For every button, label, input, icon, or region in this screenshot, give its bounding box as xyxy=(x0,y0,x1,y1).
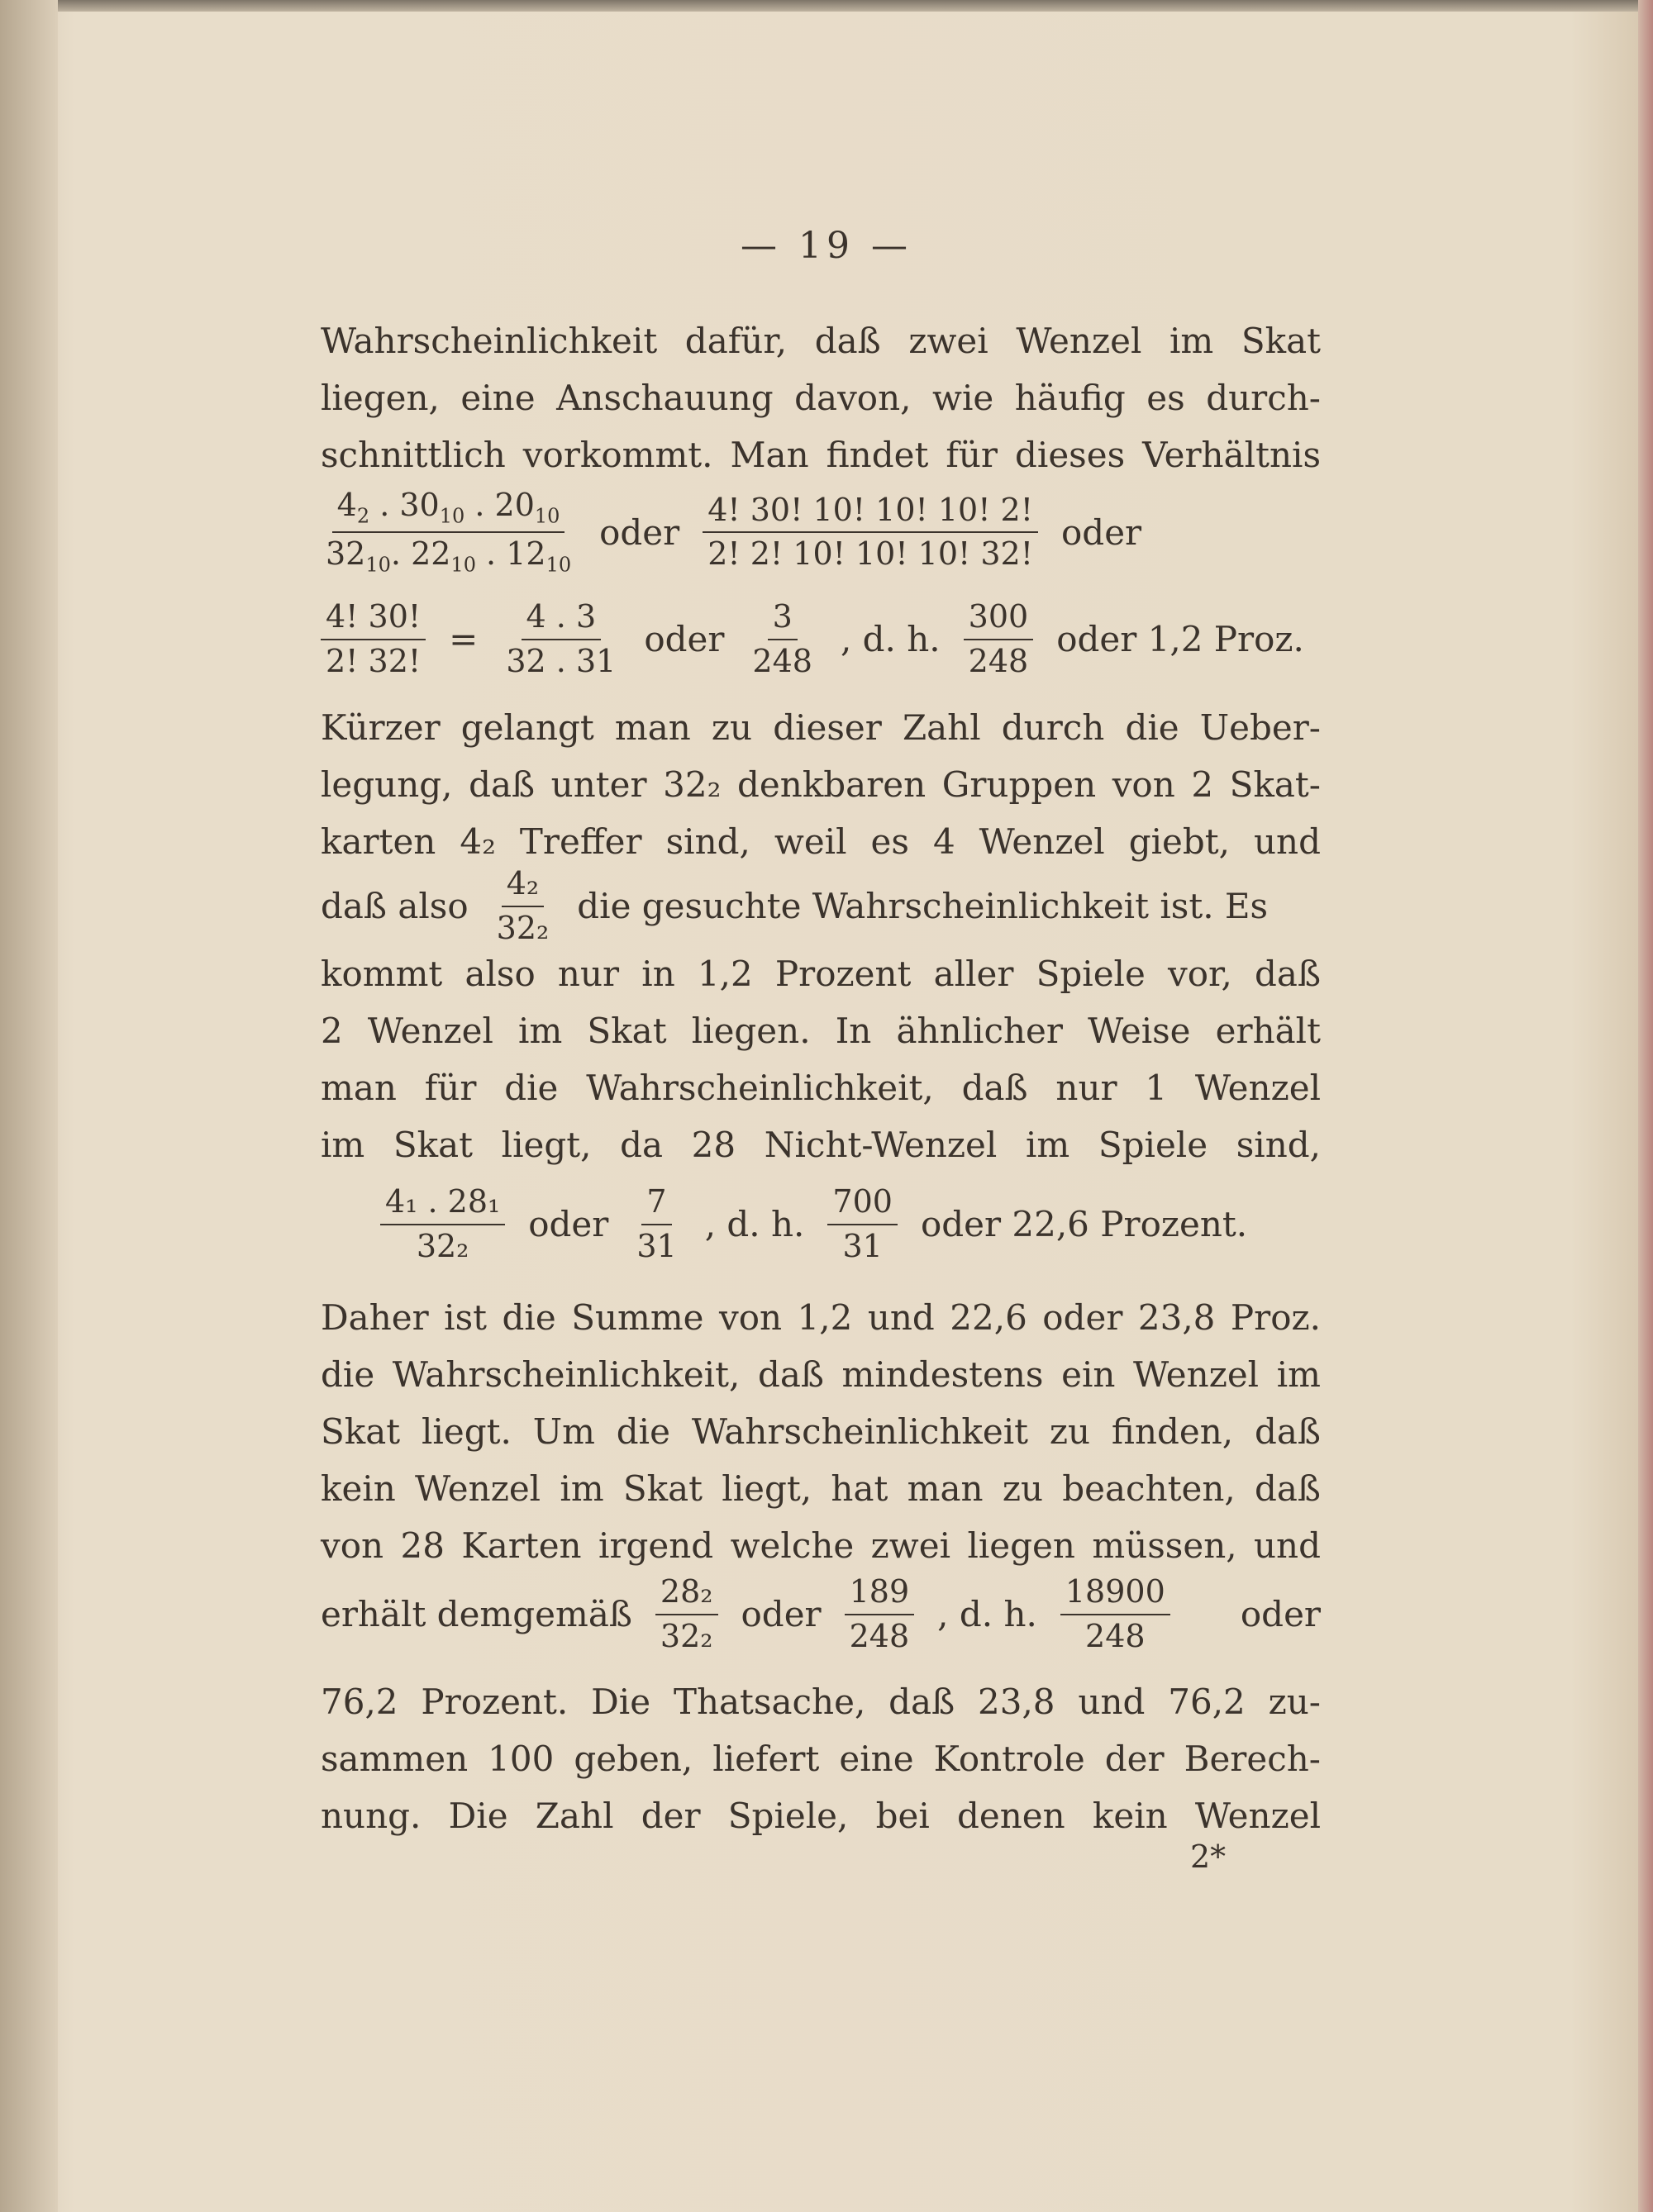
numerator: 28₂ xyxy=(655,1574,718,1615)
formula-word: oder xyxy=(599,511,680,553)
paragraph-line: karten 4₂ Treffer sind, weil es 4 Wenzel giebt, und xyxy=(321,821,1321,862)
numerator: 7 xyxy=(641,1184,671,1225)
fraction xyxy=(1060,1574,1170,1654)
denominator: 32₂ xyxy=(416,1227,469,1264)
fraction xyxy=(380,1184,505,1264)
fraction xyxy=(747,599,817,679)
paragraph-line: 2 Wenzel im Skat liegen. In ähnlicher Weise erhält xyxy=(321,1011,1321,1051)
denominator: 248 xyxy=(968,642,1029,679)
page-number: — 19 — xyxy=(741,225,912,267)
signature-mark: 2* xyxy=(1190,1839,1227,1875)
denominator: 248 xyxy=(752,642,812,679)
paragraph-line: man für die Wahrscheinlichkeit, daß nur 1 Wenzel xyxy=(321,1068,1321,1108)
denominator: 2! 32! xyxy=(326,642,422,679)
formula-word: oder xyxy=(741,1594,822,1635)
numerator: 700 xyxy=(827,1184,898,1225)
numerator: 3 xyxy=(768,599,798,640)
paragraph-line: die Wahrscheinlichkeit, daß mindestens ein Wenzel im xyxy=(321,1354,1321,1395)
numerator: 300 xyxy=(964,599,1034,640)
formula-word: oder xyxy=(1240,1594,1321,1635)
denominator: 32₂ xyxy=(496,909,550,946)
numerator: $4_2$ . $30_{10}$ . $20_{10}$ xyxy=(332,488,565,533)
equals-sign: = xyxy=(449,619,479,660)
fraction xyxy=(321,599,426,679)
fraction xyxy=(964,599,1034,679)
book-gutter xyxy=(0,0,58,2212)
formula-word: , d. h. xyxy=(937,1594,1037,1635)
numerator: 189 xyxy=(845,1574,915,1615)
formula-word: erhält demgemäß xyxy=(321,1594,632,1635)
formula-line-3 xyxy=(321,866,1321,946)
formula-line-5 xyxy=(321,1574,1321,1654)
fraction xyxy=(845,1574,915,1654)
denominator: 32 . 31 xyxy=(506,642,617,679)
paragraph-line: 76,2 Prozent. Die Thatsache, daß 23,8 und 76,2 zu- xyxy=(321,1682,1321,1722)
fraction xyxy=(492,866,555,946)
formula-line-2 xyxy=(321,599,1321,679)
formula-word: oder 22,6 Prozent. xyxy=(920,1204,1248,1245)
formula-word: oder 1,2 Proz. xyxy=(1056,619,1304,660)
fraction xyxy=(703,492,1038,573)
formula-word: oder xyxy=(528,1204,609,1245)
paragraph-line: Skat liegt. Um die Wahrscheinlichkeit zu finden, daß xyxy=(321,1411,1321,1452)
paragraph-line: Wahrscheinlichkeit dafür, daß zwei Wenzel im Skat xyxy=(321,321,1321,361)
formula-word: daß also xyxy=(321,886,469,927)
fraction xyxy=(827,1184,898,1264)
paragraph-line: legung, daß unter 32₂ denkbaren Gruppen von 2 Skat- xyxy=(321,764,1321,805)
formula-word: die gesuchte Wahrscheinlichkeit ist. Es xyxy=(577,886,1269,927)
denominator: 2! 2! 10! 10! 10! 32! xyxy=(707,535,1034,573)
paragraph-line: von 28 Karten irgend welche zwei liegen müssen, und xyxy=(321,1525,1321,1566)
paragraph-line: sammen 100 geben, liefert eine Kontrole der Berech- xyxy=(321,1739,1321,1779)
numerator: 4₁ . 28₁ xyxy=(380,1184,505,1225)
paragraph-line: Daher ist die Summe von 1,2 und 22,6 oder 23,8 Proz. xyxy=(321,1297,1321,1338)
fraction xyxy=(631,1184,681,1264)
denominator: $32_{10}$. $22_{10}$ . $12_{10}$ xyxy=(326,535,572,577)
fraction xyxy=(321,488,576,577)
paragraph-line: im Skat liegt, da 28 Nicht-Wenzel im Spiele sind, xyxy=(321,1125,1321,1165)
numerator: 4! 30! 10! 10! 10! 2! xyxy=(703,492,1038,534)
numerator: 4 . 3 xyxy=(522,599,602,640)
denominator: 32₂ xyxy=(660,1617,713,1654)
denominator: 248 xyxy=(1085,1617,1146,1654)
formula-line-1 xyxy=(321,488,1321,577)
denominator: 31 xyxy=(842,1227,883,1264)
formula-word: oder xyxy=(1061,511,1142,553)
denominator: 248 xyxy=(849,1617,910,1654)
paragraph-line: kommt also nur in 1,2 Prozent aller Spiele vor, daß xyxy=(321,954,1321,994)
formula-word: , d. h. xyxy=(704,1204,805,1245)
formula-line-4 xyxy=(380,1184,1248,1264)
book-right-edge xyxy=(1638,0,1653,2212)
numerator: 4! 30! xyxy=(321,599,426,640)
paragraph-line: Kürzer gelangt man zu dieser Zahl durch die Ueber- xyxy=(321,707,1321,748)
fraction xyxy=(655,1574,718,1654)
fraction xyxy=(501,599,621,679)
book-top-edge xyxy=(0,0,1653,12)
paragraph-line: kein Wenzel im Skat liegt, hat man zu beachten, daß xyxy=(321,1468,1321,1509)
numerator: 18900 xyxy=(1060,1574,1170,1615)
paragraph-line: liegen, eine Anschauung davon, wie häufig es durch- xyxy=(321,378,1321,418)
formula-word: , d. h. xyxy=(840,619,941,660)
formula-word: oder xyxy=(644,619,725,660)
denominator: 31 xyxy=(636,1227,677,1264)
paragraph-line: schnittlich vorkommt. Man findet für dieses Verhältnis xyxy=(321,435,1321,475)
numerator: 4₂ xyxy=(502,866,544,907)
paragraph-line: nung. Die Zahl der Spiele, bei denen kein Wenzel xyxy=(321,1796,1321,1836)
